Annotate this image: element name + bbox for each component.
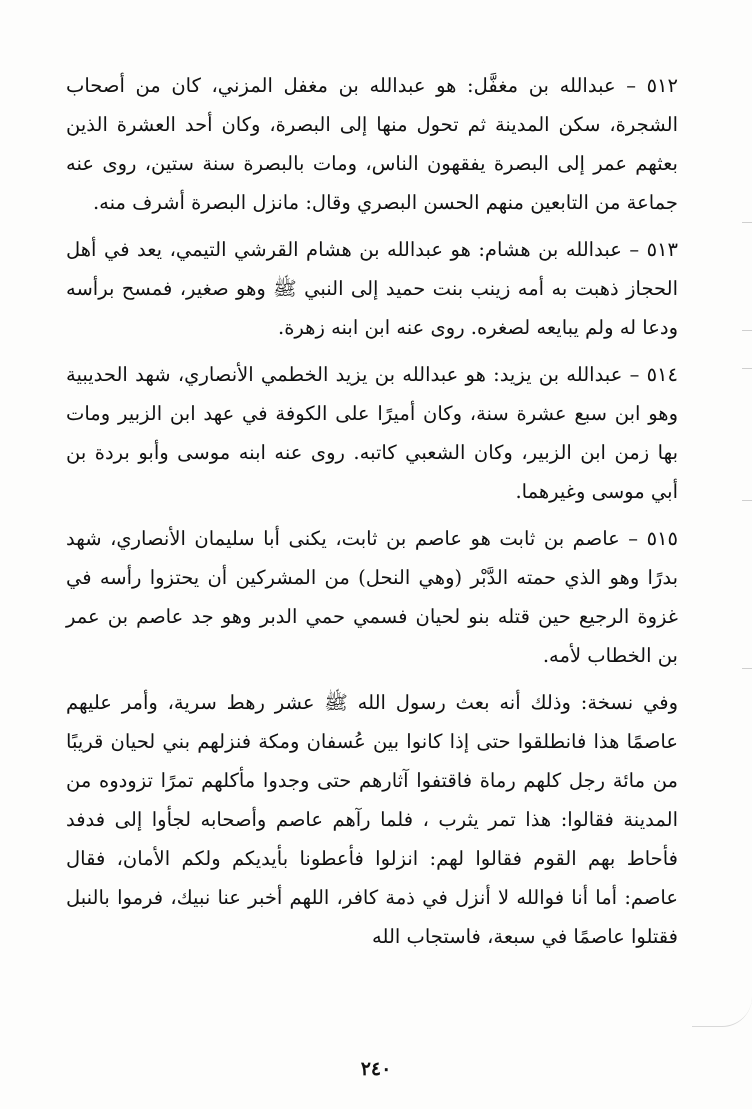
entry-513: ٥١٣ – عبدالله بن هشام: هو عبدالله بن هشام القرشي التيمي، يعد في أهل الحجاز ذهبت به أمه زينب بنت حميد إلى النبي ﷺ وهو صغير، فمسح برأسه ودعا له ولم يبايعه لصغره. روى عنه ابن ابنه زهرة. <box>66 238 678 339</box>
margin-tick <box>742 668 752 669</box>
margin-tick <box>742 330 752 331</box>
variant-note: وفي نسخة: وذلك أنه بعث رسول الله ﷺ عشر رهط سرية، وأمر عليهم عاصمًا هذا فانطلقوا حتى إذا كانوا بين عُسفان ومكة فنزلهم بني لحيان قريبًا من مائة رجل كلهم رماة فاقتفوا آثارهم حتى وجدوا مأكلهم تمرًا تزودوه من المدينة فقالوا: هذا تمر يثرب ، فلما رآهم عاصم وأصحابه لجأوا إلى فدفد فأحاط بهم القوم فقالوا لهم: انزلوا فأعطونا بأيديكم ولكم الأمان، فقال عاصم: أما أنا فوالله لا أنزل في ذمة كافر، اللهم أخبر عنا نبيك، فرموا بالنبل فقتلوا عاصمًا في سبعة، فاستجاب الله <box>66 691 678 948</box>
entry-515: ٥١٥ – عاصم بن ثابت هو عاصم بن ثابت، يكنى أبا سليمان الأنصاري، شهد بدرًا وهو الذي حمته الدَّبْر (وهي النحل) من المشركين أن يحتزوا رأسه في غزوة الرجيع حين قتله بنو لحيان فسمي حمي الدبر وهو جد عاصم بن عمر بن الخطاب لأمه. <box>66 527 678 667</box>
entry-514: ٥١٤ – عبدالله بن يزيد: هو عبدالله بن يزيد الخطمي الأنصاري، شهد الحديبية وهو ابن سبع عشرة سنة، وكان أميرًا على الكوفة في عهد ابن الزبير ومات بها زمن ابن الزبير، وكان الشعبي كاتبه. روى عنه ابنه موسى وأبو بردة بن أبي موسى وغيرهما. <box>66 363 678 503</box>
entry-512: ٥١٢ – عبدالله بن مغفَّل: هو عبدالله بن مغفل المزني، كان من أصحاب الشجرة، سكن المدينة ثم تحول منها إلى البصرة، وكان أحد العشرة الذين بعثهم عمر إلى البصرة يفقهون الناس، ومات بالبصرة سنة ستين، روى عنه جماعة من التابعين منهم الحسن البصري وقال: مانزل البصرة أشرف منه. <box>66 74 678 214</box>
page-number: ٢٤٠ <box>360 1058 392 1080</box>
margin-tick <box>742 222 752 223</box>
scan-edge-mark <box>692 996 752 1027</box>
page-body <box>66 66 678 964</box>
margin-tick <box>742 500 752 501</box>
margin-tick <box>742 368 752 369</box>
